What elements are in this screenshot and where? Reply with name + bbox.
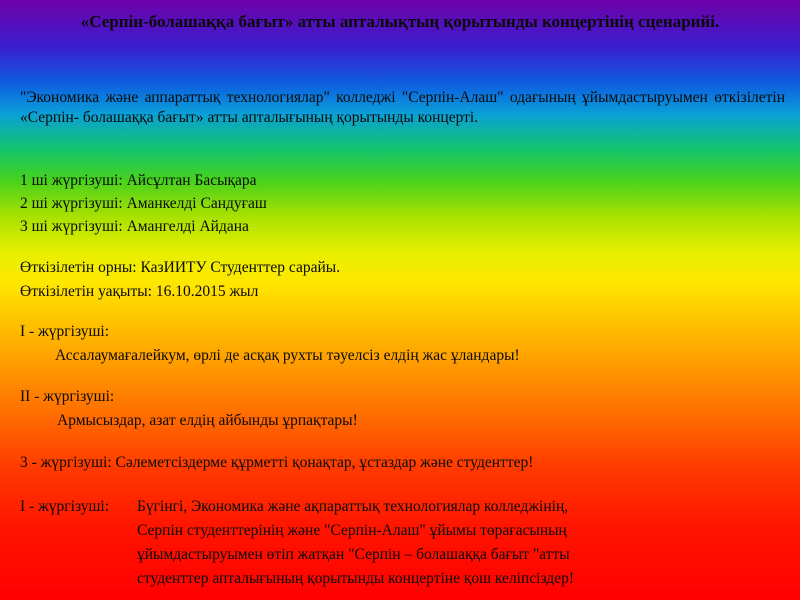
host2-label: ІІ - жүргізуші: <box>20 388 115 405</box>
final-speech-line-1: Бүгінгі, Экономика және ақпараттық технологиялар колледжінің, <box>137 498 569 515</box>
final-speech-line-2: Серпін студенттерінің және "Серпін-Алаш" ұйымы төрағасының <box>137 522 567 539</box>
final-speech-line-4: студенттер апталығының қорытынды концертіне қош келіпсіздер! <box>137 570 574 587</box>
final-label: І - жүргізуші: <box>20 498 110 515</box>
host1-speech: Ассалаумағалейкум, өрлі де асқақ рухты тәуелсіз елдің жас ұландары! <box>55 347 520 364</box>
intro-paragraph: "Экономика және аппараттық технологиялар" колледжі "Серпін-Алаш" одағының ұйымдастыруымен өткізілетін «Серпін- болашаққа бағыт» атты апталығының қорытынды концерті. <box>20 89 785 126</box>
host-2-line: 2 ші жүргізуші: Аманкелді Сандуғаш <box>20 195 267 212</box>
host1-label: І - жүргізуші: <box>20 323 110 340</box>
host-3-line: 3 ші жүргізуші: Амангелді Айдана <box>20 218 249 235</box>
slide-title: «Серпін-болашаққа бағыт» атты апталықтың қорытынды концертінің сценарийі. <box>80 12 720 31</box>
host2-speech: Армысыздар, азат елдің айбынды ұрпақтары! <box>57 412 358 429</box>
host3-speech: 3 - жүргізуші: Сәлеметсіздерме құрметті қонақтар, ұстаздар және студенттер! <box>20 454 534 471</box>
host-1-line: 1 ші жүргізуші: Айсұлтан Басықара <box>20 172 257 189</box>
final-speech-line-3: ұйымдастыруымен өтіп жатқан "Серпін – болашаққа бағыт "атты <box>137 546 570 563</box>
time-line: Өткізілетін уақыты: 16.10.2015 жыл <box>20 283 259 300</box>
venue-line: Өткізілетін орны: КазИИТУ Студенттер сарайы. <box>20 259 341 276</box>
